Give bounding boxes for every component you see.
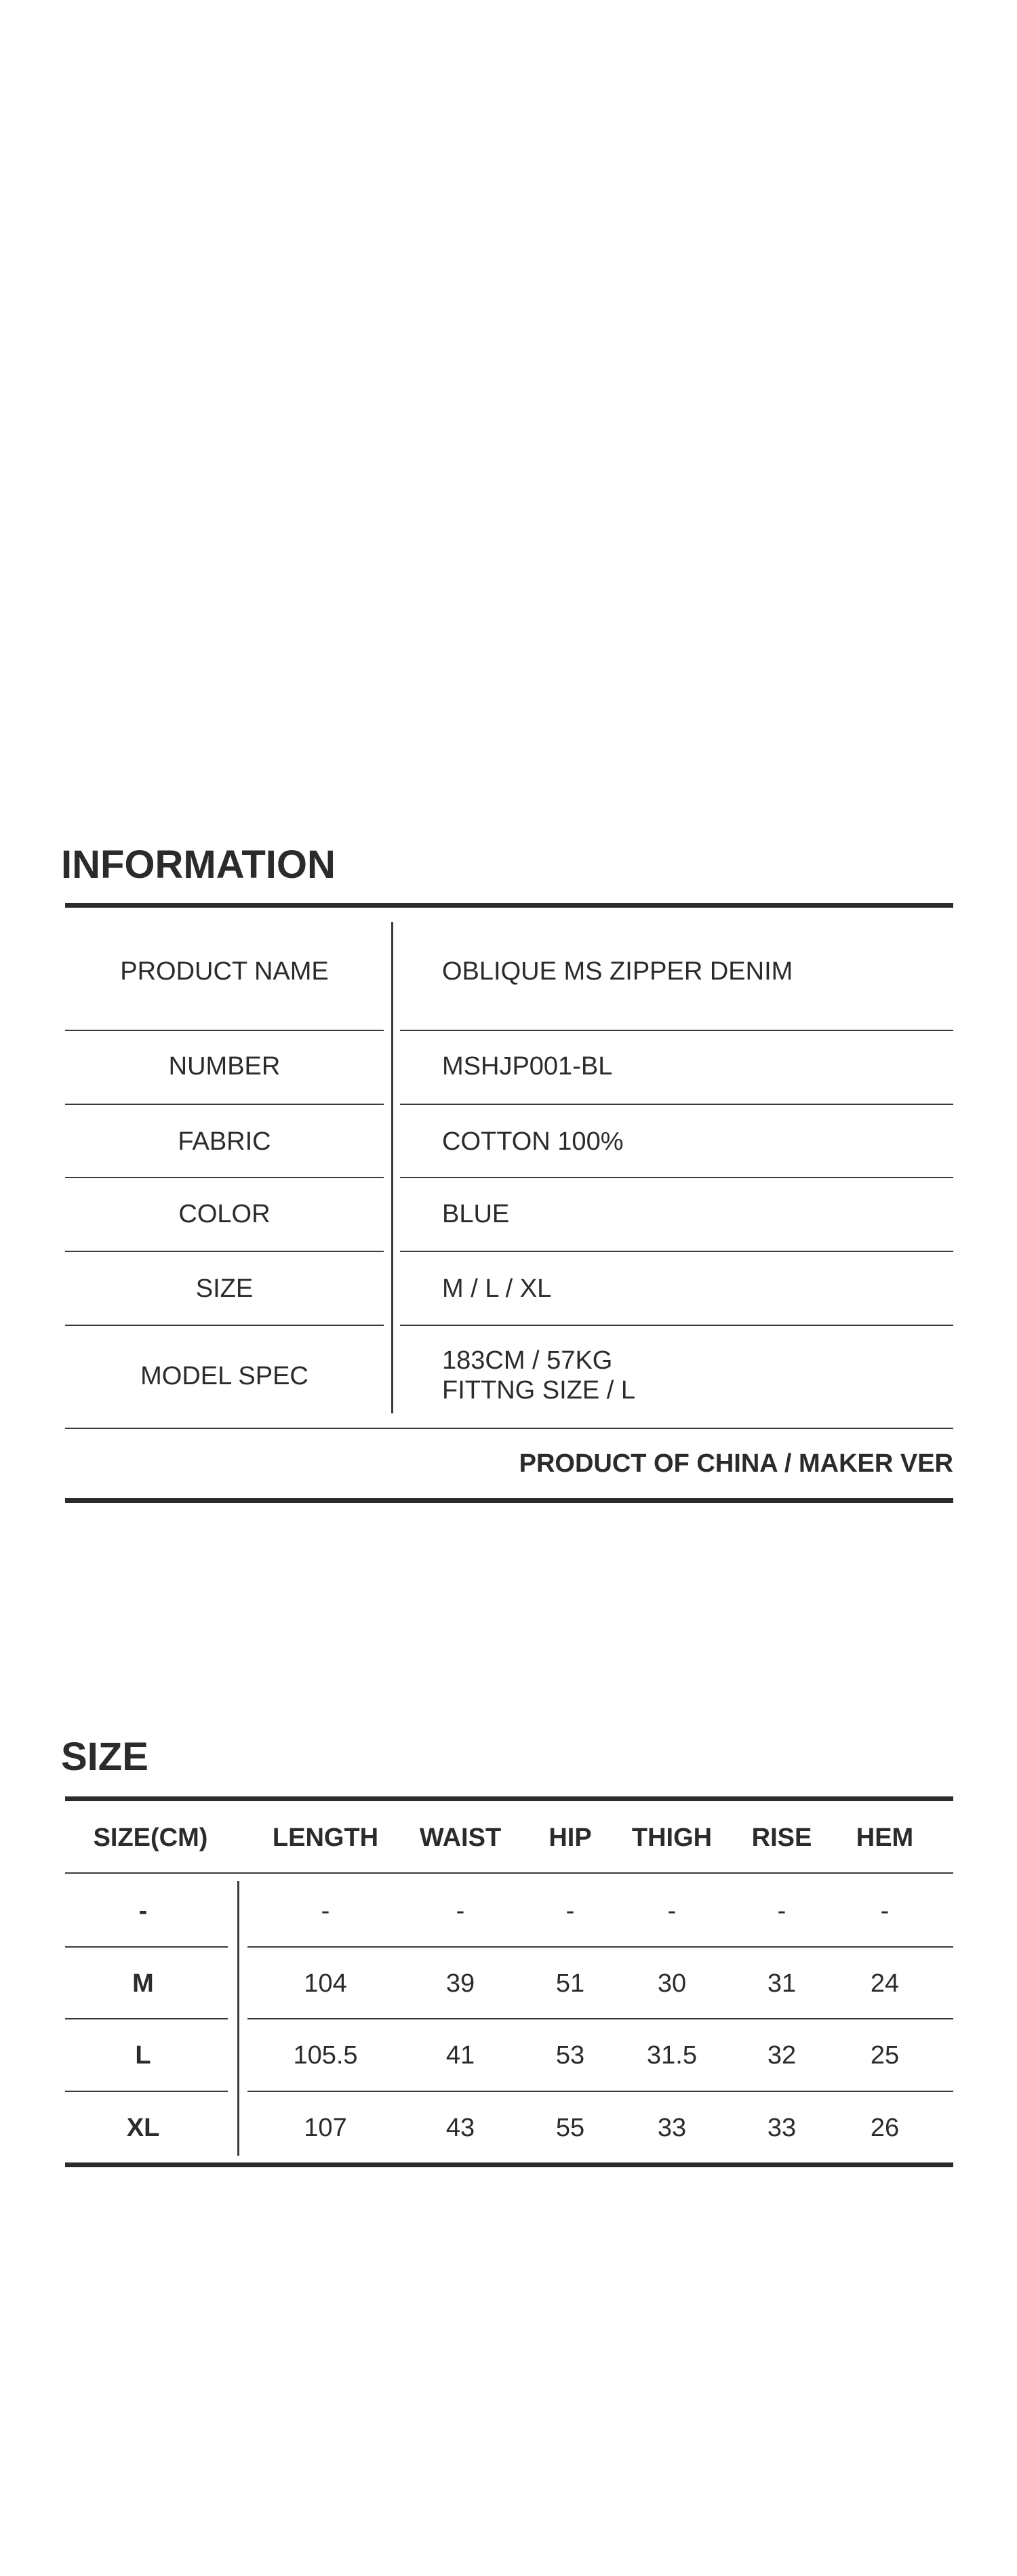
size-cell: 107	[304, 2114, 347, 2142]
size-top-rule	[65, 1796, 953, 1801]
info-label-product-name: PRODUCT NAME	[120, 957, 329, 986]
size-header-length: LENGTH	[272, 1824, 379, 1852]
size-cell: 31.5	[647, 2041, 697, 2070]
info-label-fabric: FABRIC	[178, 1127, 271, 1156]
size-cell: 51	[555, 1969, 585, 1998]
info-row-divider	[400, 1104, 953, 1105]
info-row-divider	[400, 1030, 953, 1031]
size-header-thigh: THIGH	[631, 1824, 713, 1852]
size-row-label: -	[138, 1897, 148, 1925]
size-cell: 25	[870, 2041, 900, 2070]
size-cell: 53	[555, 2041, 585, 2070]
information-top-rule	[65, 903, 953, 908]
size-cell: 105.5	[293, 2041, 358, 2070]
info-value-color: BLUE	[442, 1200, 510, 1228]
info-row-divider	[400, 1325, 953, 1326]
size-title: SIZE	[61, 1735, 148, 1779]
size-row-divider	[65, 2018, 228, 2019]
info-value-product-name: OBLIQUE MS ZIPPER DENIM	[442, 957, 793, 986]
origin-maker-note: PRODUCT OF CHINA / MAKER VER	[519, 1449, 953, 1478]
size-cell: 104	[304, 1969, 347, 1998]
info-value-model-spec: 183CM / 57KG	[442, 1346, 613, 1375]
size-row-divider	[247, 2091, 953, 2092]
size-cell: 55	[555, 2114, 585, 2142]
info-row-divider	[400, 1177, 953, 1178]
info-value-fabric: COTTON 100%	[442, 1127, 624, 1156]
info-row-divider	[65, 1325, 384, 1326]
size-cell: 43	[445, 2114, 475, 2142]
size-cell: -	[667, 1897, 677, 1925]
size-header-rise: RISE	[751, 1824, 812, 1852]
size-cell: -	[456, 1897, 465, 1925]
size-cell: 33	[767, 2114, 797, 2142]
info-value-model-spec-fitting: FITTNG SIZE / L	[442, 1376, 636, 1405]
info-row-divider	[400, 1251, 953, 1252]
info-label-color: COLOR	[178, 1200, 271, 1228]
info-row-divider	[65, 1030, 384, 1031]
size-cell: -	[880, 1897, 890, 1925]
size-cell: -	[777, 1897, 786, 1925]
info-row-divider	[65, 1177, 384, 1178]
size-cell: 32	[767, 2041, 797, 2070]
size-bottom-rule	[65, 2162, 953, 2167]
info-value-size: M / L / XL	[442, 1274, 552, 1303]
information-bottom-rule	[65, 1498, 953, 1503]
info-label-number: NUMBER	[168, 1052, 281, 1081]
size-header-waist: WAIST	[419, 1824, 502, 1852]
size-cell: 41	[445, 2041, 475, 2070]
size-row-label: L	[135, 2041, 151, 2070]
size-row-divider	[247, 2018, 953, 2019]
size-cell: 30	[657, 1969, 687, 1998]
information-title: INFORMATION	[61, 843, 336, 887]
size-cell: 33	[657, 2114, 687, 2142]
size-row-label: XL	[126, 2114, 160, 2142]
size-cell: -	[565, 1897, 575, 1925]
info-row-divider	[65, 1104, 384, 1105]
size-row-divider	[65, 2091, 228, 2092]
size-row-divider	[65, 1946, 228, 1948]
size-header-hem: HEM	[856, 1824, 914, 1852]
size-cell: -	[321, 1897, 330, 1925]
information-column-divider	[391, 922, 393, 1413]
info-value-number: MSHJP001-BL	[442, 1052, 613, 1081]
info-label-size: SIZE	[195, 1274, 254, 1303]
size-row-divider	[247, 1946, 953, 1948]
size-row-label: M	[132, 1969, 154, 1998]
size-cell: 39	[445, 1969, 475, 1998]
size-cell: 26	[870, 2114, 900, 2142]
information-bottom-thin-rule	[65, 1428, 953, 1429]
info-label-model-spec: MODEL SPEC	[140, 1362, 308, 1390]
size-header-hip: HIP	[549, 1824, 592, 1852]
size-cell: 24	[870, 1969, 900, 1998]
size-column-divider	[237, 1881, 239, 2156]
size-header-divider	[65, 1872, 953, 1874]
info-row-divider	[65, 1251, 384, 1252]
size-header-size-cm: SIZE(CM)	[93, 1824, 208, 1852]
size-cell: 31	[767, 1969, 797, 1998]
